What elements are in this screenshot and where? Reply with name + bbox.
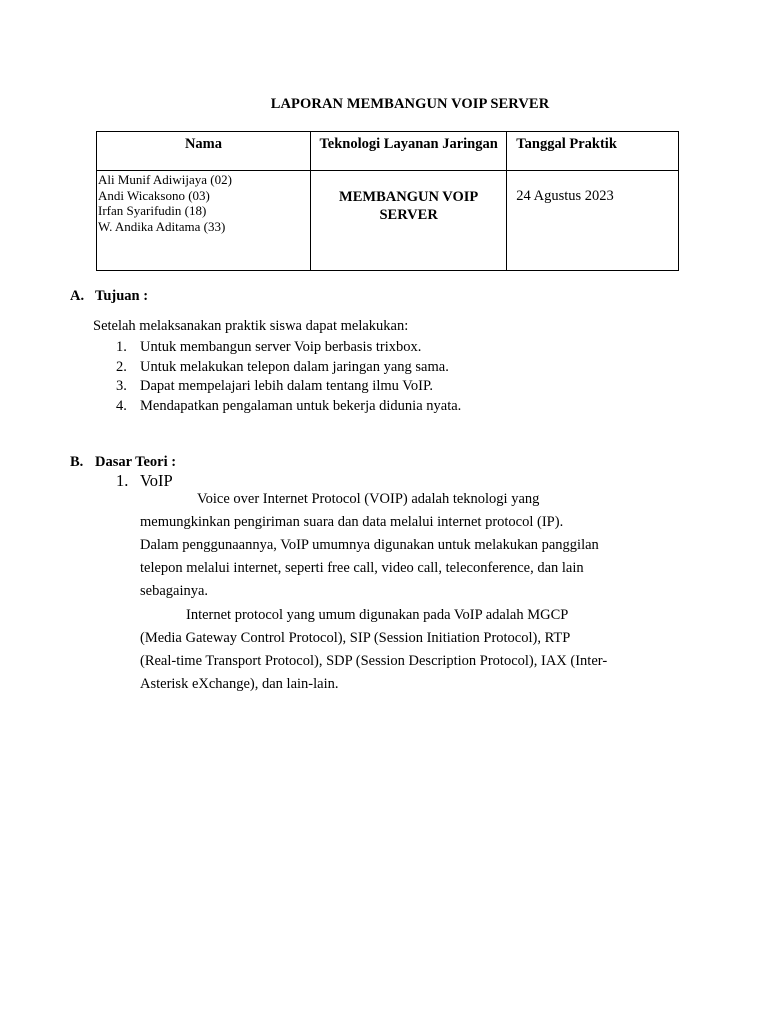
list-text: Dapat mempelajari lebih dalam tentang ilmu VoIP. [140,378,434,394]
list-text: Untuk membangun server Voip berbasis trixbox. [140,339,422,355]
paragraph-voip-protocols [140,604,660,696]
list-item [116,338,461,358]
section-b-label: B. [70,454,84,470]
subsection-number: 1. [116,471,129,490]
header-nama: Nama [97,132,311,171]
list-number: 4. [116,397,127,414]
list-text: Mendapatkan pengalaman untuk bekerja didunia nyata. [140,397,462,414]
header-teknologi: Teknologi Layanan Jaringan [310,132,506,171]
section-b-heading [70,454,176,471]
list-number: 3. [116,378,127,394]
paragraph-line: memungkinkan pengiriman suara dan data melalui internet protocol (IP). [140,514,564,530]
list-item [116,377,461,397]
paragraph-line: telepon melalui internet, seperti free call, video call, teleconference, dan lain [140,560,584,576]
list-item [116,397,461,417]
aims-list [116,338,461,416]
paragraph-line: (Media Gateway Control Protocol), SIP (Session Initiation Protocol), RTP [140,630,571,646]
subsection-title: VoIP [140,471,173,490]
table-body-row [97,171,679,271]
topic-cell: MEMBANGUN VOIP SERVER [310,171,506,271]
list-number: 2. [116,358,127,375]
info-table [96,131,679,271]
names-cell [97,171,311,271]
paragraph-line: Voice over Internet Protocol (VOIP) adalah teknologi yang [197,491,540,507]
name-item: Irfan Syarifudin (18) [98,203,207,219]
paragraph-line: sebagainya. [140,583,209,599]
list-item [116,358,461,378]
section-b-title: Dasar Teori : [95,454,177,470]
section-a-title: Tujuan : [95,288,149,304]
name-item: Andi Wicaksono (03) [98,187,210,203]
header-tanggal: Tanggal Praktik [507,132,679,171]
section-a-heading [70,288,148,305]
name-item: Ali Munif Adiwijaya (02) [98,172,232,187]
name-item: W. Andika Aditama (33) [98,218,226,234]
paragraph-line: Asterisk eXchange), dan lain-lain. [140,676,339,692]
report-title: LAPORAN MEMBANGUN VOIP SERVER [270,96,550,112]
section-a-label: A. [70,288,85,304]
paragraph-line: Dalam penggunaannya, VoIP umumnya digunakan untuk melakukan panggilan [140,537,599,553]
table-header-row [97,132,679,171]
date-cell: 24 Agustus 2023 [507,171,679,271]
section-a-intro: Setelah melaksanakan praktik siswa dapat melakukan: [93,318,409,334]
list-text: Untuk melakukan telepon dalam jaringan yang sama. [140,358,449,375]
list-number: 1. [116,339,127,355]
paragraph-line: Internet protocol yang umum digunakan pada VoIP adalah MGCP [186,607,569,623]
paragraph-line: (Real-time Transport Protocol), SDP (Session Description Protocol), IAX (Inter- [140,653,608,669]
paragraph-voip-definition [140,488,660,603]
